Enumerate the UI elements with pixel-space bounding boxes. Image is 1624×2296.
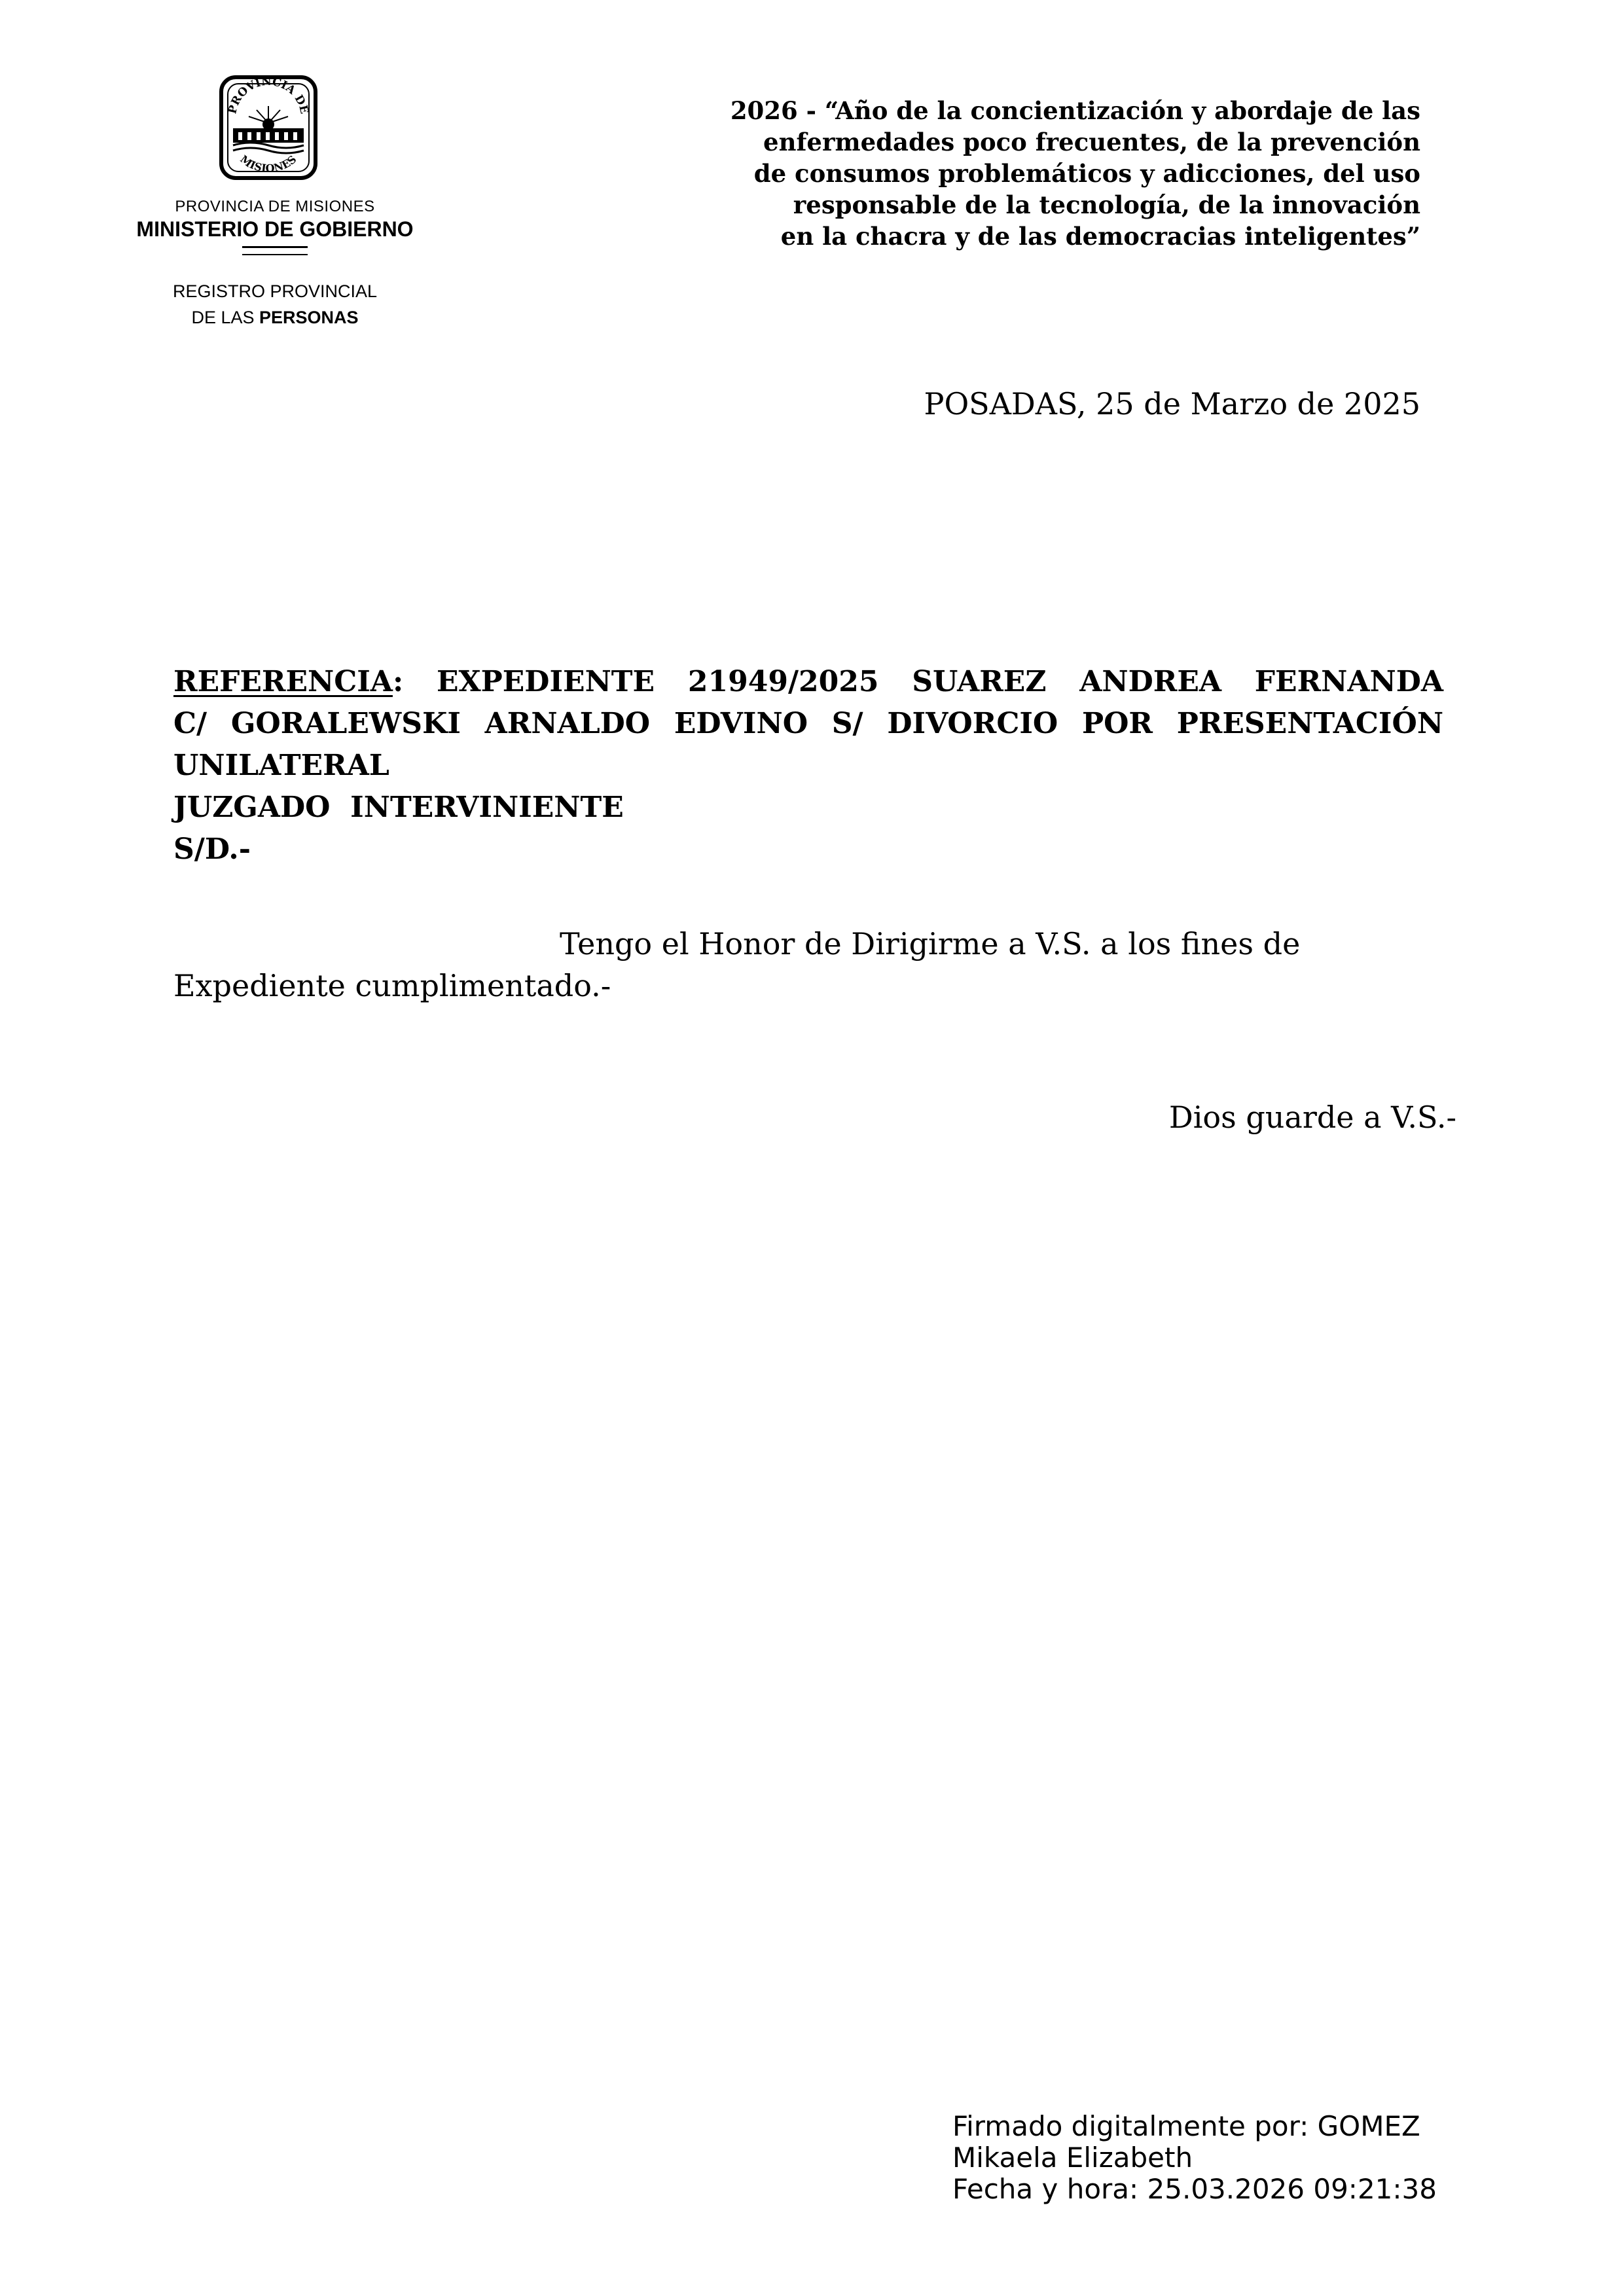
reference-label: REFERENCIA xyxy=(173,665,393,698)
reference-line-3: UNILATERAL xyxy=(173,749,389,782)
body-paragraph xyxy=(173,923,1352,1007)
reference-line-2 xyxy=(173,703,1443,745)
reference-word: ARNALDO xyxy=(484,707,651,740)
signature-line-1: Firmado digitalmente por: GOMEZ xyxy=(952,2110,1420,2142)
logo-divider xyxy=(242,254,308,255)
province-name: PROVINCIA DE MISIONES xyxy=(175,198,375,215)
logo-divider xyxy=(242,246,308,248)
reference-word: DIVORCIO xyxy=(887,707,1058,740)
seal-bottom-text: MISIONES xyxy=(238,152,299,175)
place-and-date: POSADAS, 25 de Marzo de 2025 xyxy=(924,386,1420,422)
reference-word: ANDREA xyxy=(1079,665,1221,698)
ministry-name: MINISTERIO DE GOBIERNO xyxy=(136,217,414,241)
organization-logo-block xyxy=(118,72,432,347)
motto-line: en la chacra y de las democracias inteligentes” xyxy=(780,222,1420,251)
reference-word: GORALEWSKI xyxy=(230,707,461,740)
reference-word: FERNANDA xyxy=(1254,665,1444,698)
court-line: JUZGADO INTERVINIENTE xyxy=(173,791,624,824)
reference-word: C/ xyxy=(173,707,208,740)
signature-line-2: Mikaela Elizabeth xyxy=(952,2142,1193,2174)
reference-word: POR xyxy=(1081,707,1153,740)
motto-line: 2026 - “Año de la concientización y abordaje de las xyxy=(730,96,1420,125)
reference-word: S/ xyxy=(831,707,863,740)
motto-line: responsable de la tecnología, de la innovación xyxy=(793,190,1420,219)
department-name-line-2 xyxy=(118,308,432,328)
reference-word: PRESENTACIÓN xyxy=(1176,707,1444,740)
body-line-2: Expediente cumplimentado.- xyxy=(173,968,611,1003)
department-prefix: DE LAS xyxy=(191,308,259,327)
department-name-line-1: REGISTRO PROVINCIAL xyxy=(172,281,378,301)
seal-top-text: PROVINCIA DE xyxy=(226,75,311,115)
provincial-seal-icon xyxy=(216,72,321,183)
signature-line-3: Fecha y hora: 25.03.2026 09:21:38 xyxy=(952,2173,1437,2205)
department-bold: PERSONAS xyxy=(259,308,359,327)
reference-word: EDVINO xyxy=(674,707,808,740)
reference-line-1: REFERENCIA: EXPEDIENTE 21949/2025 SUAREZ ANDREA FERNANDA xyxy=(173,661,1443,703)
motto-line: de consumos problemáticos y adicciones, del uso xyxy=(753,159,1420,188)
year-motto xyxy=(589,95,1420,252)
motto-line: enfermedades poco frecuentes, de la prevención xyxy=(763,128,1420,156)
reference-block xyxy=(173,661,1443,870)
digital-signature xyxy=(952,2111,1542,2205)
closing-formula: Dios guarde a V.S.- xyxy=(1168,1100,1456,1135)
reference-word: 21949/2025 xyxy=(687,665,879,698)
body-line-1: Tengo el Honor de Dirigirme a V.S. a los fines de xyxy=(560,926,1301,961)
reference-word: EXPEDIENTE xyxy=(437,665,655,698)
reference-word: SUAREZ xyxy=(912,665,1047,698)
sd-line: S/D.- xyxy=(173,833,251,866)
